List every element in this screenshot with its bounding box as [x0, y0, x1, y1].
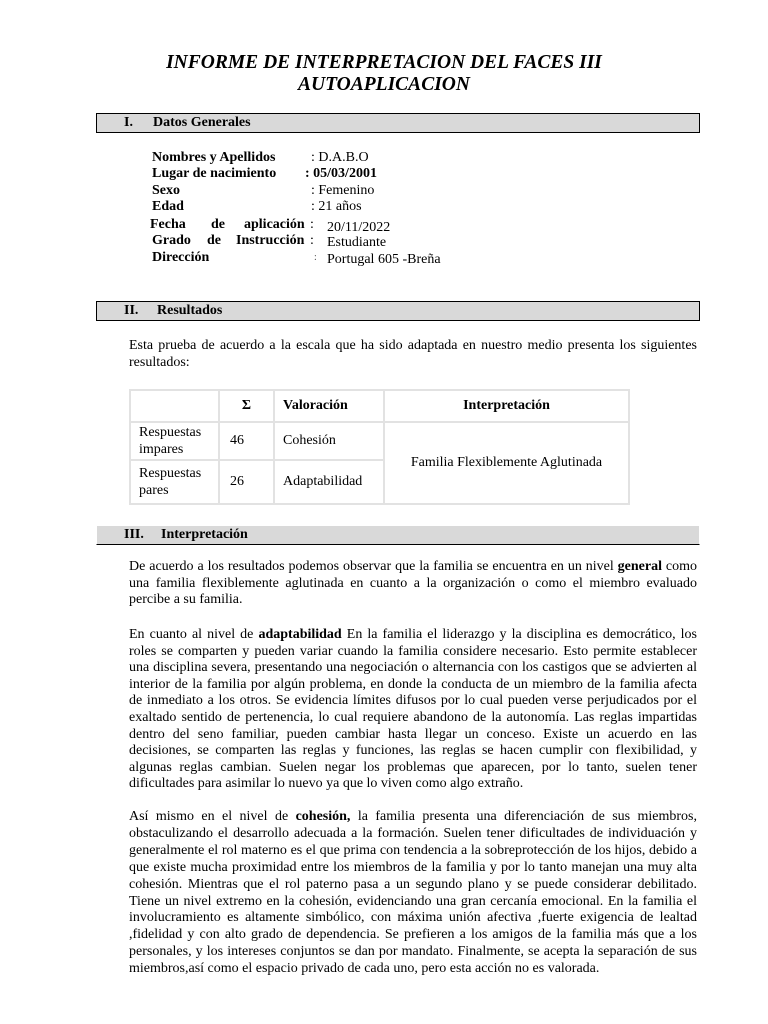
- field-label: Sexo: [152, 183, 180, 198]
- section-header-resultados: [96, 301, 700, 321]
- interpretation-paragraph-1: [129, 559, 697, 609]
- bold-term: adaptabilidad: [258, 627, 342, 642]
- title-line-2: AUTOAPLICACION: [298, 74, 470, 95]
- text-run: En cuanto al nivel de: [129, 627, 259, 642]
- field-label: Nombres y Apellidos: [152, 150, 276, 165]
- field-label-part: Instrucción: [236, 233, 305, 248]
- section-header-datos-generales: [96, 113, 700, 133]
- field-value: : 21 años: [311, 199, 362, 214]
- section-label: Datos Generales: [153, 115, 251, 130]
- field-value: Estudiante: [327, 235, 387, 250]
- field-value: : Femenino: [311, 183, 375, 198]
- header-valoracion: Valoración: [274, 390, 384, 422]
- results-intro: Esta prueba de acuerdo a la escala que ha sido adaptada en nuestro medio presenta los siguientes resultados:: [129, 338, 697, 370]
- row-label: Respuestas impares: [130, 422, 219, 460]
- title-line-1: INFORME DE INTERPRETACION DEL FACES III: [166, 52, 602, 73]
- field-separator: :: [310, 217, 314, 232]
- field-label-part: de: [207, 233, 221, 248]
- document-title: [0, 52, 768, 96]
- field-label-part: de: [211, 217, 225, 232]
- table-header-row: [130, 390, 629, 422]
- field-value: : D.A.B.O: [311, 150, 369, 165]
- field-value: : 05/03/2001: [305, 166, 377, 181]
- field-label-part: aplicación: [244, 217, 305, 232]
- interpretation-paragraph-3: [129, 809, 697, 978]
- section-label: Resultados: [157, 303, 223, 318]
- field-label: Dirección: [152, 250, 210, 265]
- section-number: II.: [124, 303, 139, 318]
- row-valoracion: Adaptabilidad: [274, 460, 384, 504]
- section-label: Interpretación: [161, 527, 248, 542]
- field-value: 20/11/2022: [327, 220, 391, 235]
- field-label-part: Grado: [152, 233, 191, 248]
- bold-term: cohesión,: [295, 809, 351, 824]
- table-row: [130, 422, 629, 460]
- field-label: Edad: [152, 199, 184, 214]
- bold-term: general: [617, 559, 662, 574]
- field-value: Portugal 605 -Breña: [327, 252, 441, 267]
- row-valoracion: Cohesión: [274, 422, 384, 460]
- section-header-interpretacion: [96, 525, 700, 545]
- field-separator: :: [314, 252, 317, 263]
- text-run: como una familia flexiblemente aglutinada en cuanto a la organización o como el miembro evaluado percibe a su familia.: [129, 559, 697, 608]
- row-sum: 26: [219, 460, 274, 504]
- section-number: III.: [124, 527, 144, 542]
- text-run: En la familia el liderazgo y la disciplina es democrático, los roles se comparten y pueden variar cuando la familia considere necesario. Esto permite establecer una disciplina severa, presentando una negociación o alternancia con los castigos que se advierten al interior de la familia por algún problema, en donde la conducta de un miembro de la familia afecta de inmediato a los otros. Se evidencia límites difusos por lo cual pueden verse perjudicados por el exaltado sentido de pertenencia, lo cual requiere abandono de la autonomía. Las reglas impartidas dentro del seno familiar, pueden cambiar hasta llegar un conceso. Existe un acuerdo en las decisiones, se comparten las reglas y funciones, las reglas se hacen cumplir con flexibilidad, y algunas reglas cambian. Suelen negar los problemas que aparecen, por lo tanto, suelen tener dificultades para asimilar lo nuevo ya que lo viven como algo extraño.: [129, 627, 698, 792]
- field-label: Lugar de nacimiento: [152, 166, 277, 181]
- header-empty: [130, 390, 219, 422]
- text-run: Así mismo en el nivel de: [129, 809, 296, 824]
- row-label: Respuestas pares: [130, 460, 219, 504]
- field-label-part: Fecha: [150, 217, 186, 232]
- text-run: la familia presenta una diferenciación de sus miembros, obstaculizando el desarrollo adecuada a la formación. Suelen tener dificultades de individuación y generalmente el rol materno es el que prima con tendencia a la sobreprotección de los hijos, debido a que existe mucha proximidad entre los miembros de la familia y por lo tanto manejan una muy alta cohesión. Mientras que el rol paterno pasa a un segundo plano y se puede considerar debilitado. Tiene un nivel extremo en la cohesión, evidenciando una gran cercanía emocional. En la familia el involucramiento es altamente simbólico, con máxima unión afectiva ,fuerte exigencia de lealtad ,fidelidad y con alto grado de dependencia. Se prefieren a los amigos de la familia más que a los personales, y los intereses conjuntos se dan por mandato. Finalmente, se acepta la separación de sus miembros,así como el espacio privado de cada uno, pero esta acción no es valorada.: [129, 809, 697, 977]
- interpretation-paragraph-2: [129, 627, 697, 793]
- row-interpretacion: Familia Flexiblemente Aglutinada: [384, 422, 629, 504]
- field-separator: :: [310, 233, 314, 248]
- header-interpretacion: Interpretación: [384, 390, 629, 422]
- text-run: De acuerdo a los resultados podemos observar que la familia se encuentra en un nivel: [129, 559, 618, 574]
- header-sigma: Σ: [219, 390, 274, 422]
- results-table: [129, 389, 630, 505]
- section-number: I.: [124, 115, 133, 130]
- row-sum: 46: [219, 422, 274, 460]
